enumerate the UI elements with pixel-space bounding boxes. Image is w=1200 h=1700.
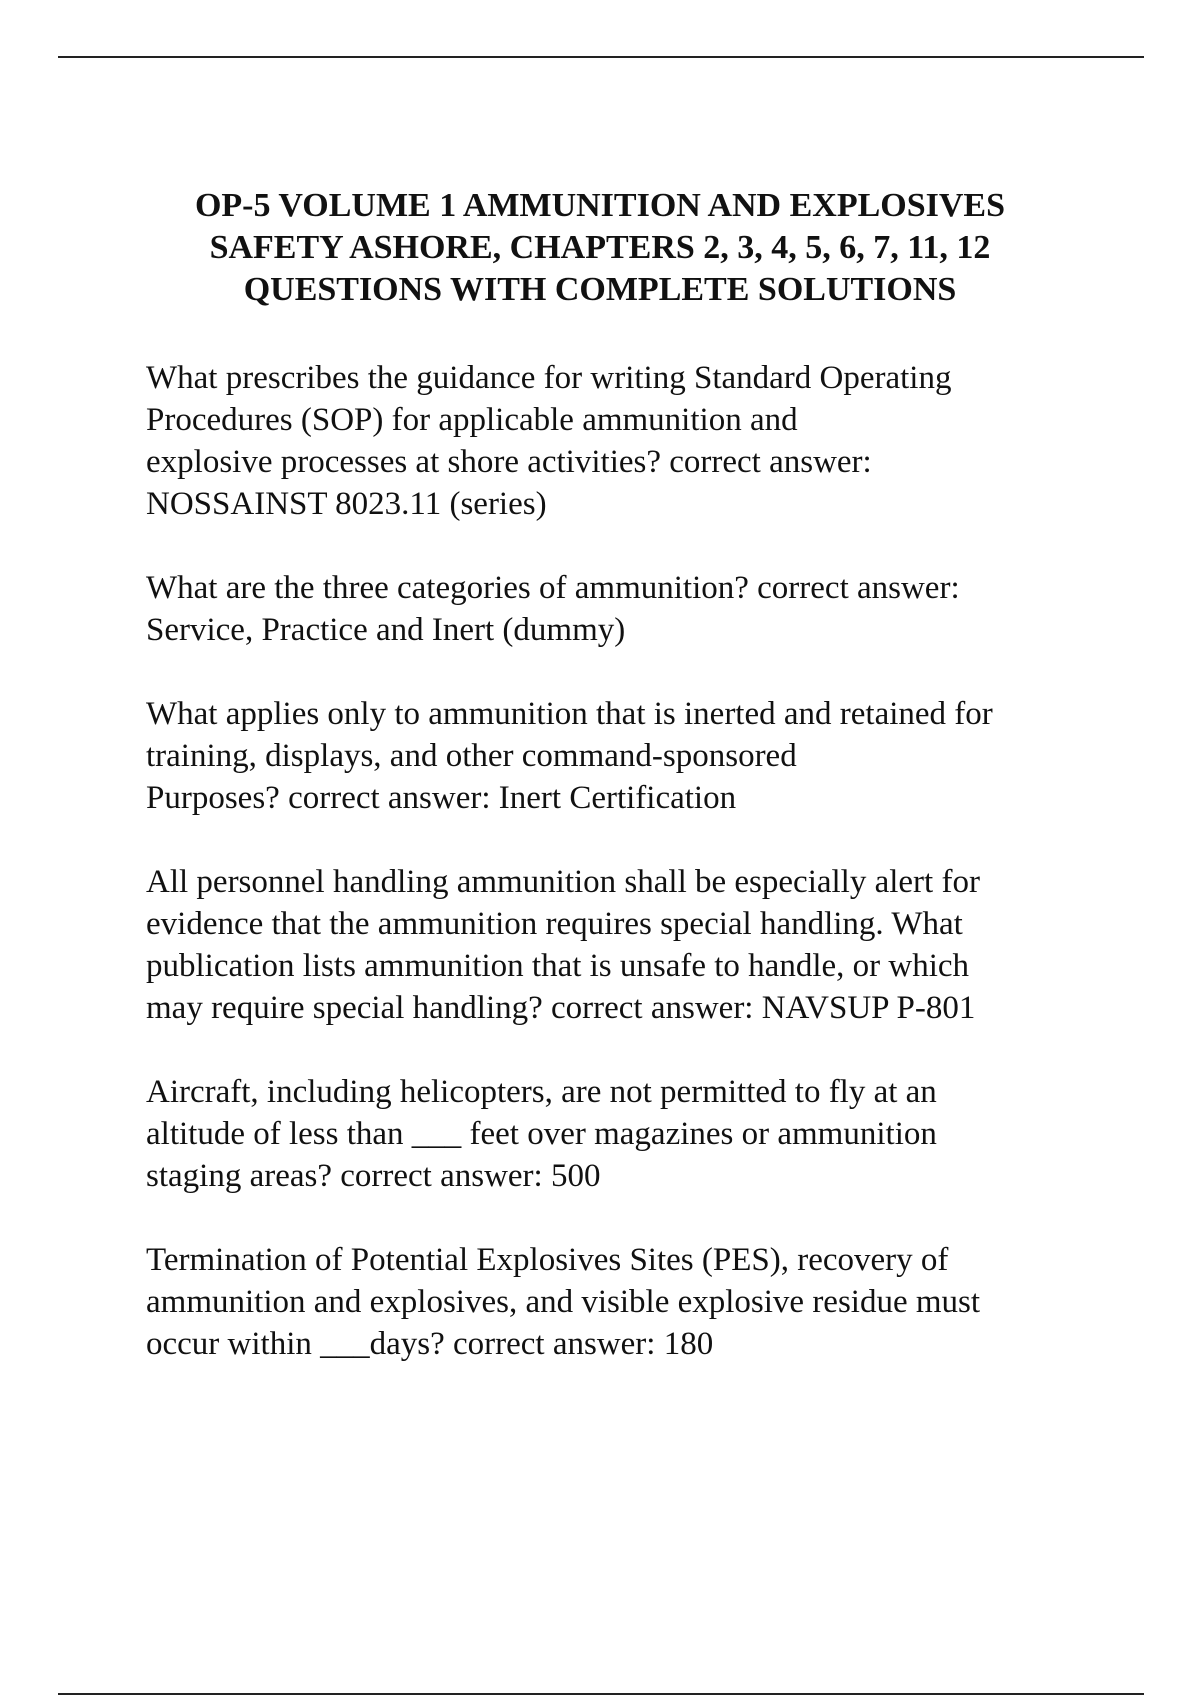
qa-item-pes-termination: [146, 1239, 1146, 1365]
top-rule: [58, 56, 1144, 58]
qa-item-inert-certification: [146, 693, 1146, 819]
qa-line: evidence that the ammunition requires special handling. What: [146, 906, 963, 942]
qa-line: occur within ___days? correct answer: 180: [146, 1326, 714, 1362]
bottom-rule: [58, 1693, 1144, 1695]
qa-line: What are the three categories of ammunition? correct answer:: [146, 570, 960, 606]
qa-line: training, displays, and other command-sponsored: [146, 738, 797, 774]
qa-line: publication lists ammunition that is unsafe to handle, or which: [146, 948, 970, 984]
title-line: SAFETY ASHORE, CHAPTERS 2, 3, 4, 5, 6, 7, 11, 12: [209, 229, 991, 266]
title-line: OP-5 VOLUME 1 AMMUNITION AND EXPLOSIVES: [194, 187, 1006, 224]
qa-line: ammunition and explosives, and visible explosive residue must: [146, 1284, 981, 1320]
qa-line: Aircraft, including helicopters, are not permitted to fly at an: [146, 1074, 937, 1110]
title-line: QUESTIONS WITH COMPLETE SOLUTIONS: [243, 271, 957, 308]
qa-line: Procedures (SOP) for applicable ammunition and: [146, 402, 798, 438]
qa-line: What prescribes the guidance for writing Standard Operating: [146, 360, 952, 396]
qa-line: may require special handling? correct answer: NAVSUP P-801: [146, 990, 976, 1026]
qa-line: altitude of less than ___ feet over magazines or ammunition: [146, 1116, 937, 1152]
qa-line: staging areas? correct answer: 500: [146, 1158, 601, 1194]
qa-line: All personnel handling ammunition shall be especially alert for: [146, 864, 980, 900]
qa-item-aircraft-altitude: [146, 1071, 1146, 1197]
qa-line: Purposes? correct answer: Inert Certification: [146, 780, 737, 816]
qa-item-ammunition-categories: [146, 567, 1146, 651]
document-title: [140, 185, 1060, 311]
qa-list: [146, 357, 1146, 1407]
qa-line: What applies only to ammunition that is inerted and retained for: [146, 696, 993, 732]
qa-item-sop-guidance: [146, 357, 1146, 525]
qa-line: NOSSAINST 8023.11 (series): [146, 486, 547, 522]
qa-line: explosive processes at shore activities? correct answer:: [146, 444, 872, 480]
qa-line: Termination of Potential Explosives Sites (PES), recovery of: [146, 1242, 949, 1278]
qa-item-special-handling: [146, 861, 1146, 1029]
qa-line: Service, Practice and Inert (dummy): [146, 612, 626, 648]
